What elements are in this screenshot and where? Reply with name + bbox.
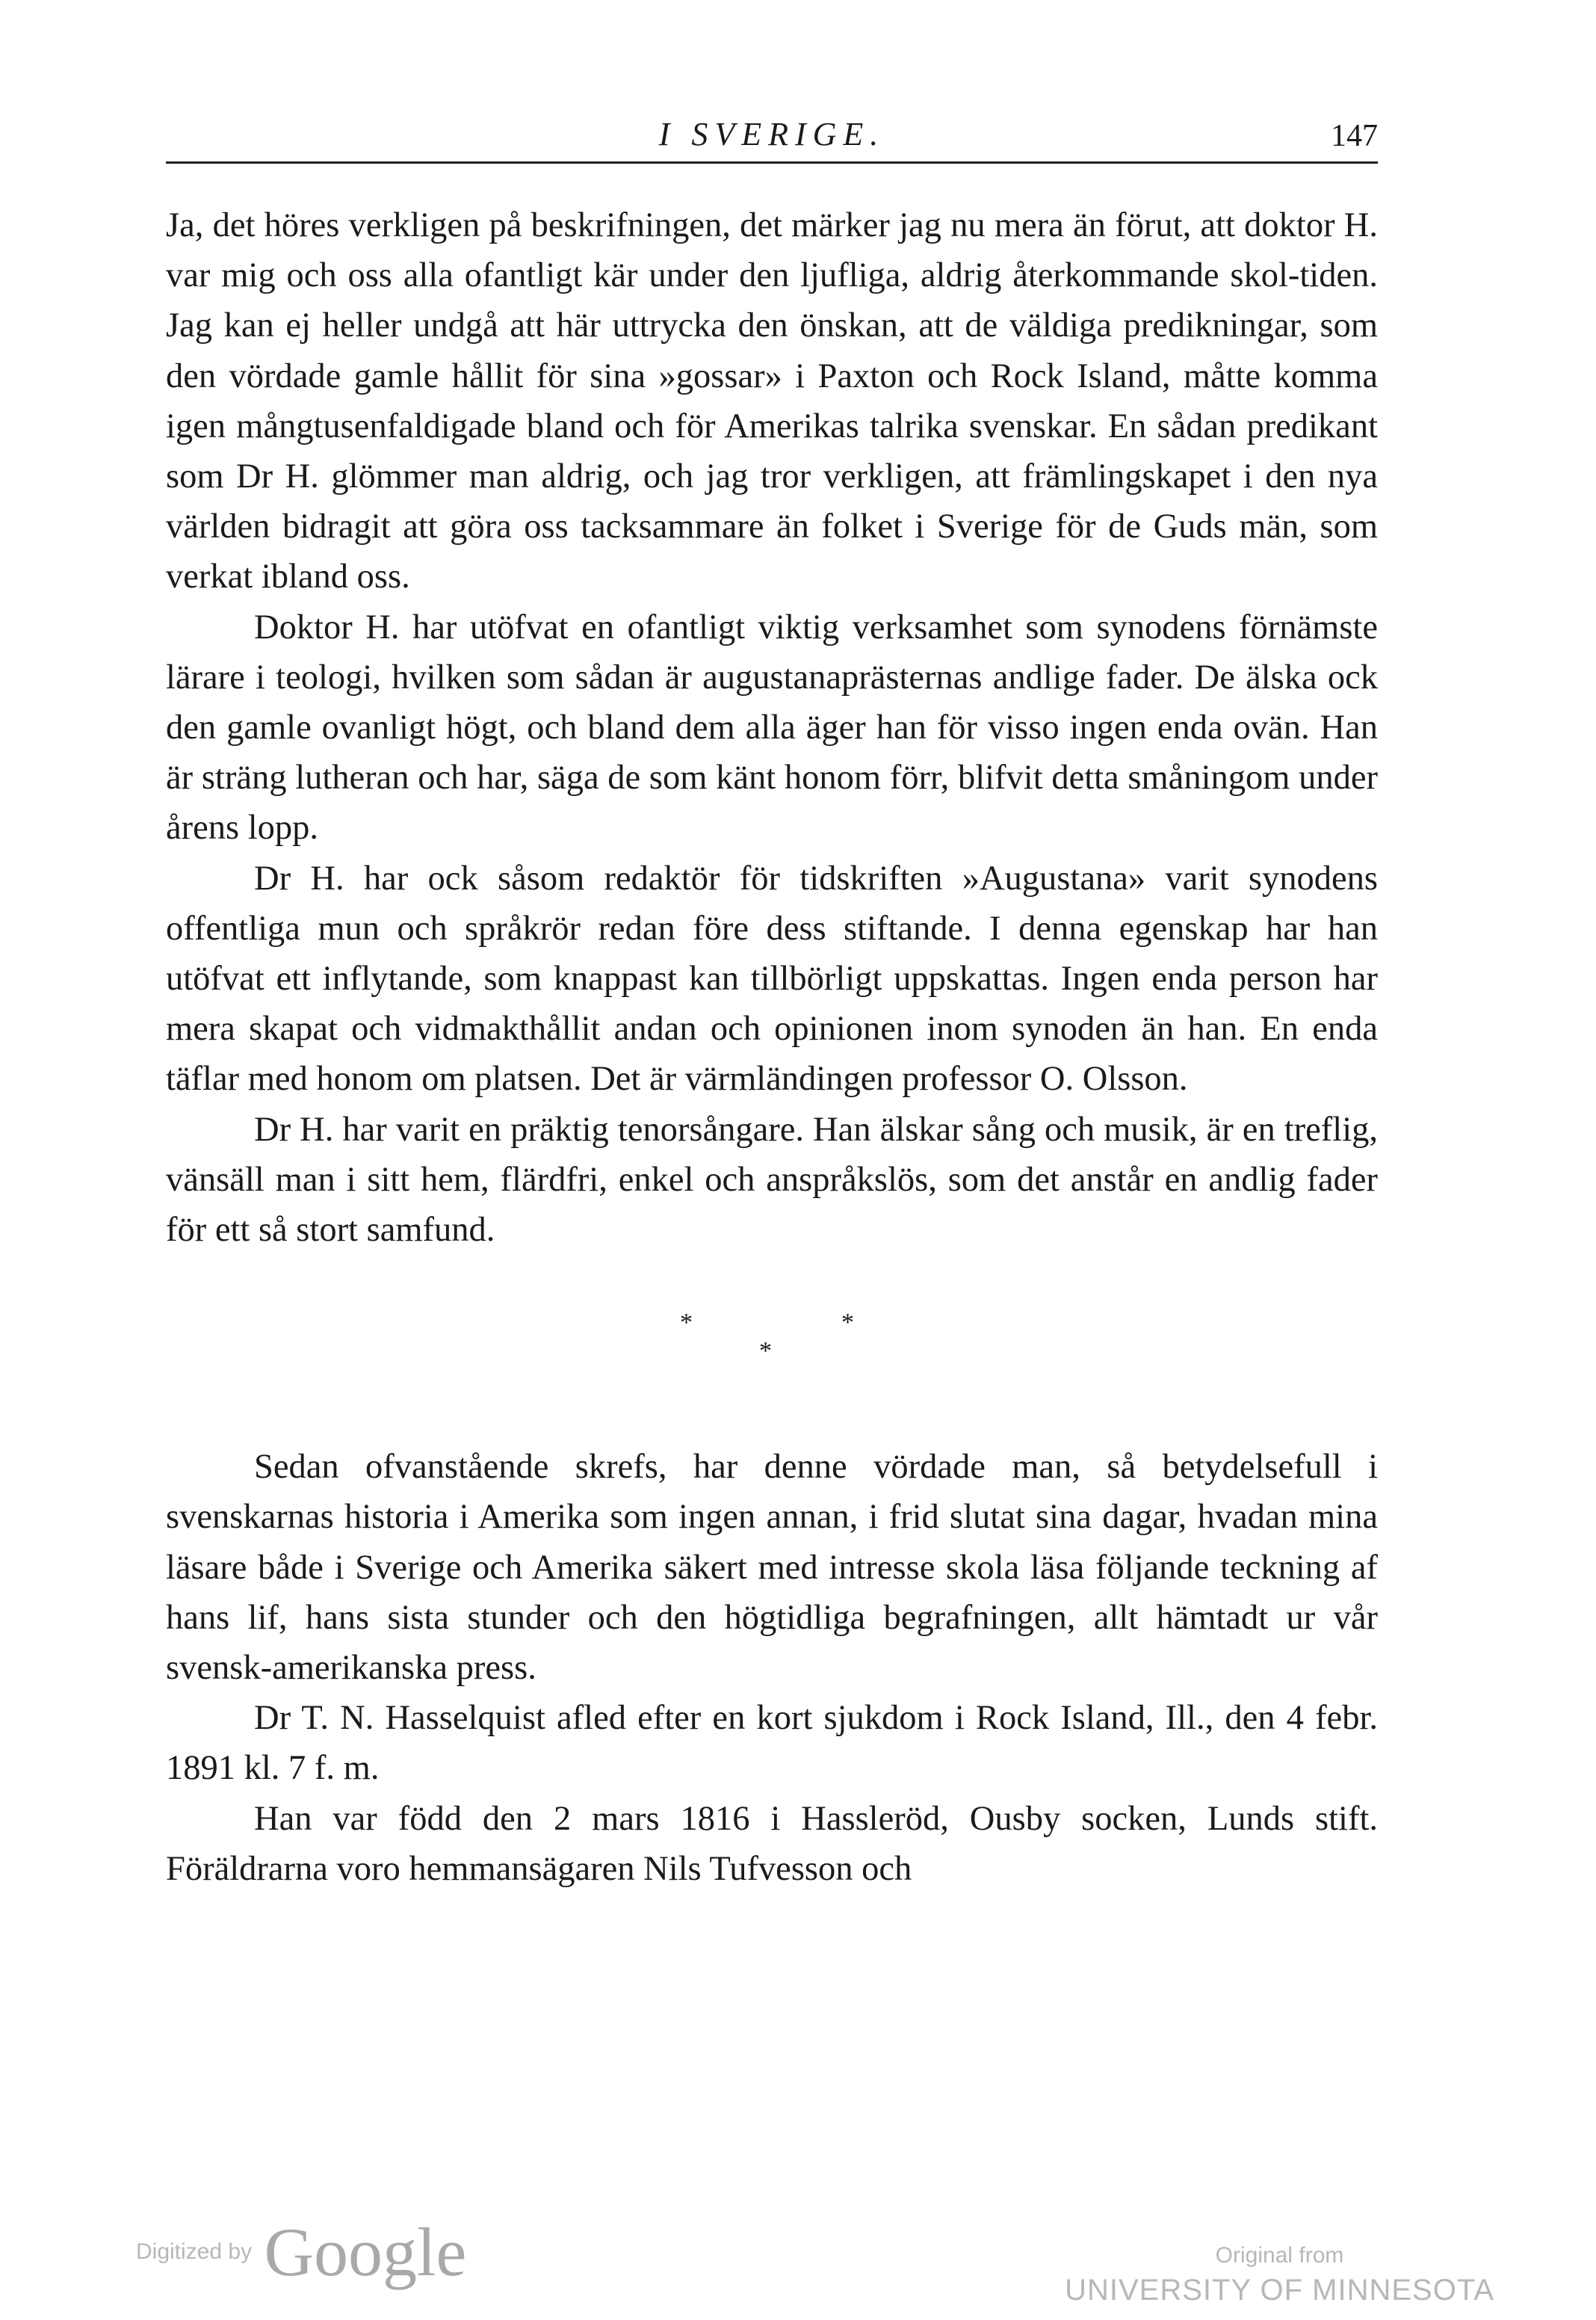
paragraph-4: Dr H. har varit en präktig tenorsångare. Han älskar sång och musik, är en treflig, vänsäll man i sitt hem, flärdfri, enkel och anspråkslös, som det anstår en andlig fader för ett så stort samfund. xyxy=(166,1110,1378,1250)
page-number: 147 xyxy=(1331,119,1378,153)
digitized-label: Digitized by xyxy=(136,2239,253,2264)
running-head xyxy=(166,109,1378,164)
asterisk-center: * xyxy=(759,1337,772,1366)
paragraph-2: Doktor H. har utöfvat en ofantligt viktig verksamhet som synodens förnämste lärare i teologi, hvilken som sådan är augustanaprästernas andlige fader. De älska ock den gamle ovanligt högt, och bland dem alla äger han för visso ingen enda ovän. Han är sträng lutheran och har, säga de som känt honom förr, blifvit detta småningom under årens lopp. xyxy=(166,608,1378,848)
paragraph-6: Dr T. N. Hasselquist afled efter en kort sjukdom i Rock Island, Ill., den 4 febr. 1891 kl. 7 f. m. xyxy=(166,1699,1378,1788)
asterisk-right: * xyxy=(841,1309,854,1337)
paragraph-1: Ja, det höres verkligen på beskrifningen, det märker jag nu mera än förut, att doktor H. var mig och oss alla ofantligt kär under den ljufliga, aldrig återkommande skol-tiden. Jag kan ej heller undgå att här uttrycka den önskan, att de väldiga predikningar, som den vördade gamle hållit för sina »gossar» i Paxton och Rock Island, måtte komma igen mångtusenfaldigade bland och för Amerikas talrika svenskar. En sådan predikant som Dr H. glömmer man aldrig, och jag tror verkligen, att främlingskapet i den nya världen bidragit att göra oss tacksammare än folket i Sverige för de Guds män, som verkat ibland oss. xyxy=(166,206,1378,596)
university-label: UNIVERSITY OF MINNESOTA xyxy=(1065,2274,1494,2307)
asterisk-left: * xyxy=(680,1309,693,1337)
original-from-label: Original from xyxy=(1215,2243,1344,2268)
running-title: I SVERIGE. xyxy=(658,116,885,152)
original-from-watermark xyxy=(1065,2241,1494,2310)
body-text xyxy=(166,200,1378,1894)
google-logo: Google xyxy=(264,2214,467,2290)
paragraph-7: Han var född den 2 mars 1816 i Hassleröd, Ousby socken, Lunds stift. Föräldrarna voro hemmansägaren Nils Tufvesson och xyxy=(166,1799,1378,1888)
paragraph-5: Sedan ofvanstående skrefs, har denne vördade man, så betydelsefull i svenskarnas historia i Amerika som ingen annan, i frid slutat sina dagar, hvadan mina läsare både i Sverige och Amerika säkert med intresse skola läsa följande teckning af hans lif, hans sista stunder och den högtidliga begrafningen, allt hämtadt ur vår svensk-amerikanska press. xyxy=(166,1448,1378,1688)
paragraph-3: Dr H. har ock såsom redaktör för tidskriften »Augustana» varit synodens offentliga mun och språkrör redan före dess stiftande. I denna egenskap har han utöfvat ett inflytande, som knappast kan tillbörligt uppskattas. Ingen enda person har mera skapat och vidmakthållit andan och opinionen inom synoden än han. En enda täflar med honom om platsen. Det är värmländingen professor O. Olsson. xyxy=(166,859,1378,1099)
digitized-by-watermark xyxy=(136,2212,466,2292)
section-break-asterism xyxy=(166,1307,1378,1375)
